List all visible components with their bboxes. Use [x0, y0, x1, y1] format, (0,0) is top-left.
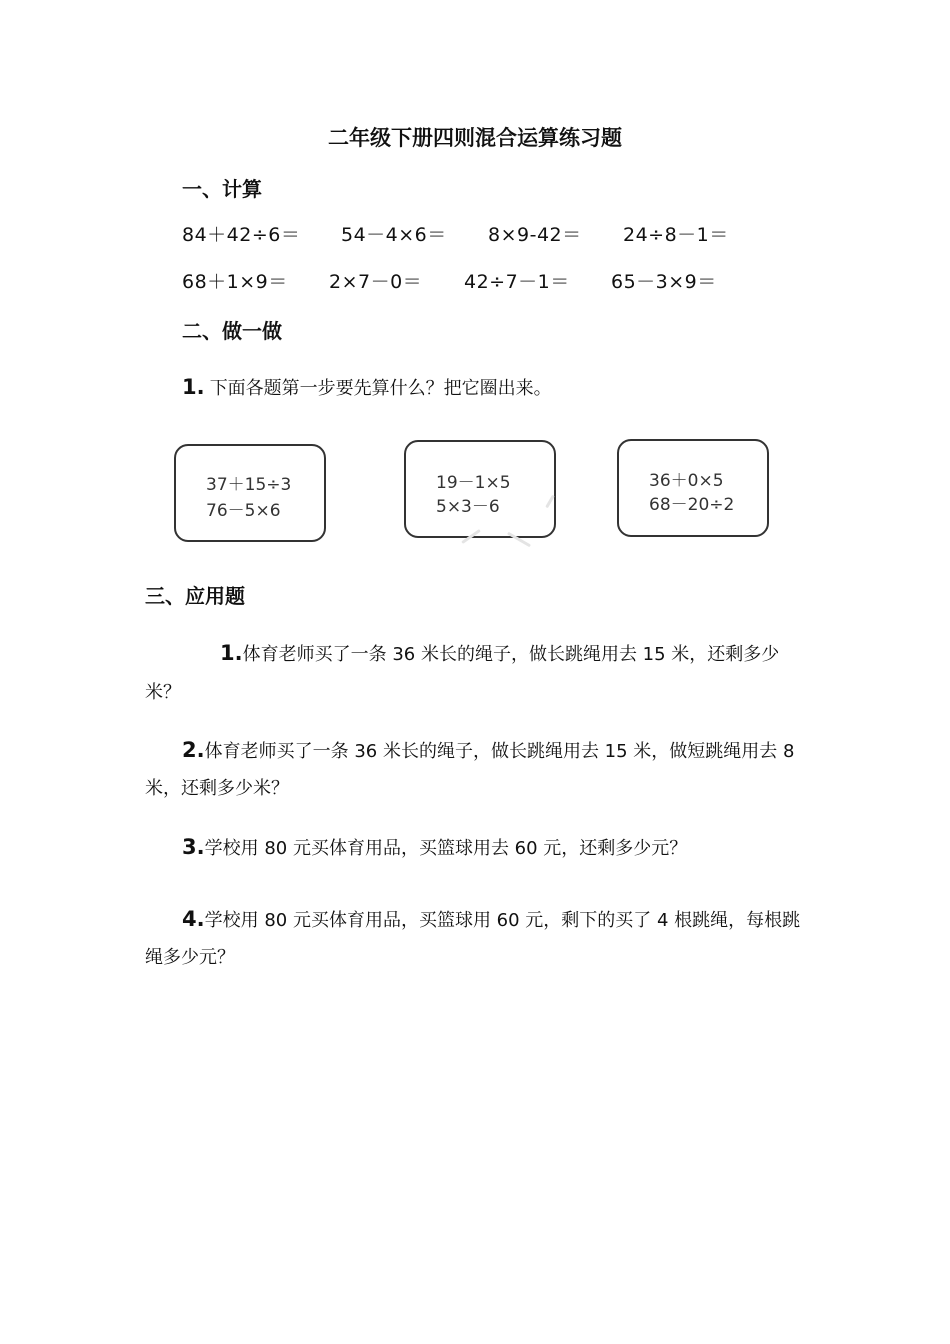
- box-expression: 19－1×5: [436, 473, 511, 493]
- expression: 65－3×9＝: [611, 271, 717, 293]
- expression: 8×9-42＝: [488, 224, 582, 246]
- problem-number: 2.: [182, 738, 205, 762]
- expression: 42÷7－1＝: [464, 271, 570, 293]
- section2-heading: 二、做一做: [182, 319, 282, 343]
- box-expression: 37＋15÷3: [206, 475, 292, 495]
- expression-box: [617, 439, 769, 537]
- problem-number: 1.: [220, 641, 243, 665]
- expression: 84＋42÷6＝: [182, 224, 301, 246]
- problem-text: 学校用 80 元买体育用品，买篮球用 60 元，剩下的买了 4 根跳绳，每根跳: [204, 910, 801, 931]
- problem-text: 体育老师买了一条 36 米长的绳子，做长跳绳用去 15 米，还剩多少: [242, 644, 780, 665]
- problem-text-cont: 米？: [145, 682, 181, 703]
- problem-line: [182, 906, 800, 932]
- question-number: 1.: [182, 375, 205, 399]
- problem-line: [182, 834, 687, 860]
- box-expression: 36＋0×5: [649, 471, 724, 491]
- box-expression: 5×3－6: [436, 497, 500, 517]
- page-title: 二年级下册四则混合运算练习题: [328, 126, 622, 150]
- problem-text: 学校用 80 元买体育用品，买篮球用去 60 元，还剩多少元？: [204, 838, 688, 859]
- question-text: 下面各题第一步要先算什么？把它圈出来。: [209, 378, 552, 399]
- section1-heading: 一、计算: [182, 177, 262, 201]
- box-expression: 68－20÷2: [649, 495, 735, 515]
- section3-heading: 三、应用题: [145, 584, 245, 608]
- problem-number: 4.: [182, 907, 205, 931]
- expression: 54－4×6＝: [341, 224, 447, 246]
- box-expression: 76－5×6: [206, 501, 281, 521]
- problem-text: 体育老师买了一条 36 米长的绳子，做长跳绳用去 15 米，做短跳绳用去 8: [204, 741, 795, 762]
- expression: 2×7－0＝: [329, 271, 423, 293]
- problem-line: [182, 737, 794, 763]
- expression-box: [174, 444, 326, 542]
- expression-box: [404, 440, 556, 538]
- problem-number: 3.: [182, 835, 205, 859]
- problem-text-cont: 米，还剩多少米？: [145, 778, 289, 799]
- problem-line: [220, 640, 779, 666]
- question-line: [182, 374, 552, 400]
- expression: 24÷8－1＝: [623, 224, 729, 246]
- expression: 68＋1×9＝: [182, 271, 288, 293]
- problem-text-cont: 绳多少元？: [145, 947, 235, 968]
